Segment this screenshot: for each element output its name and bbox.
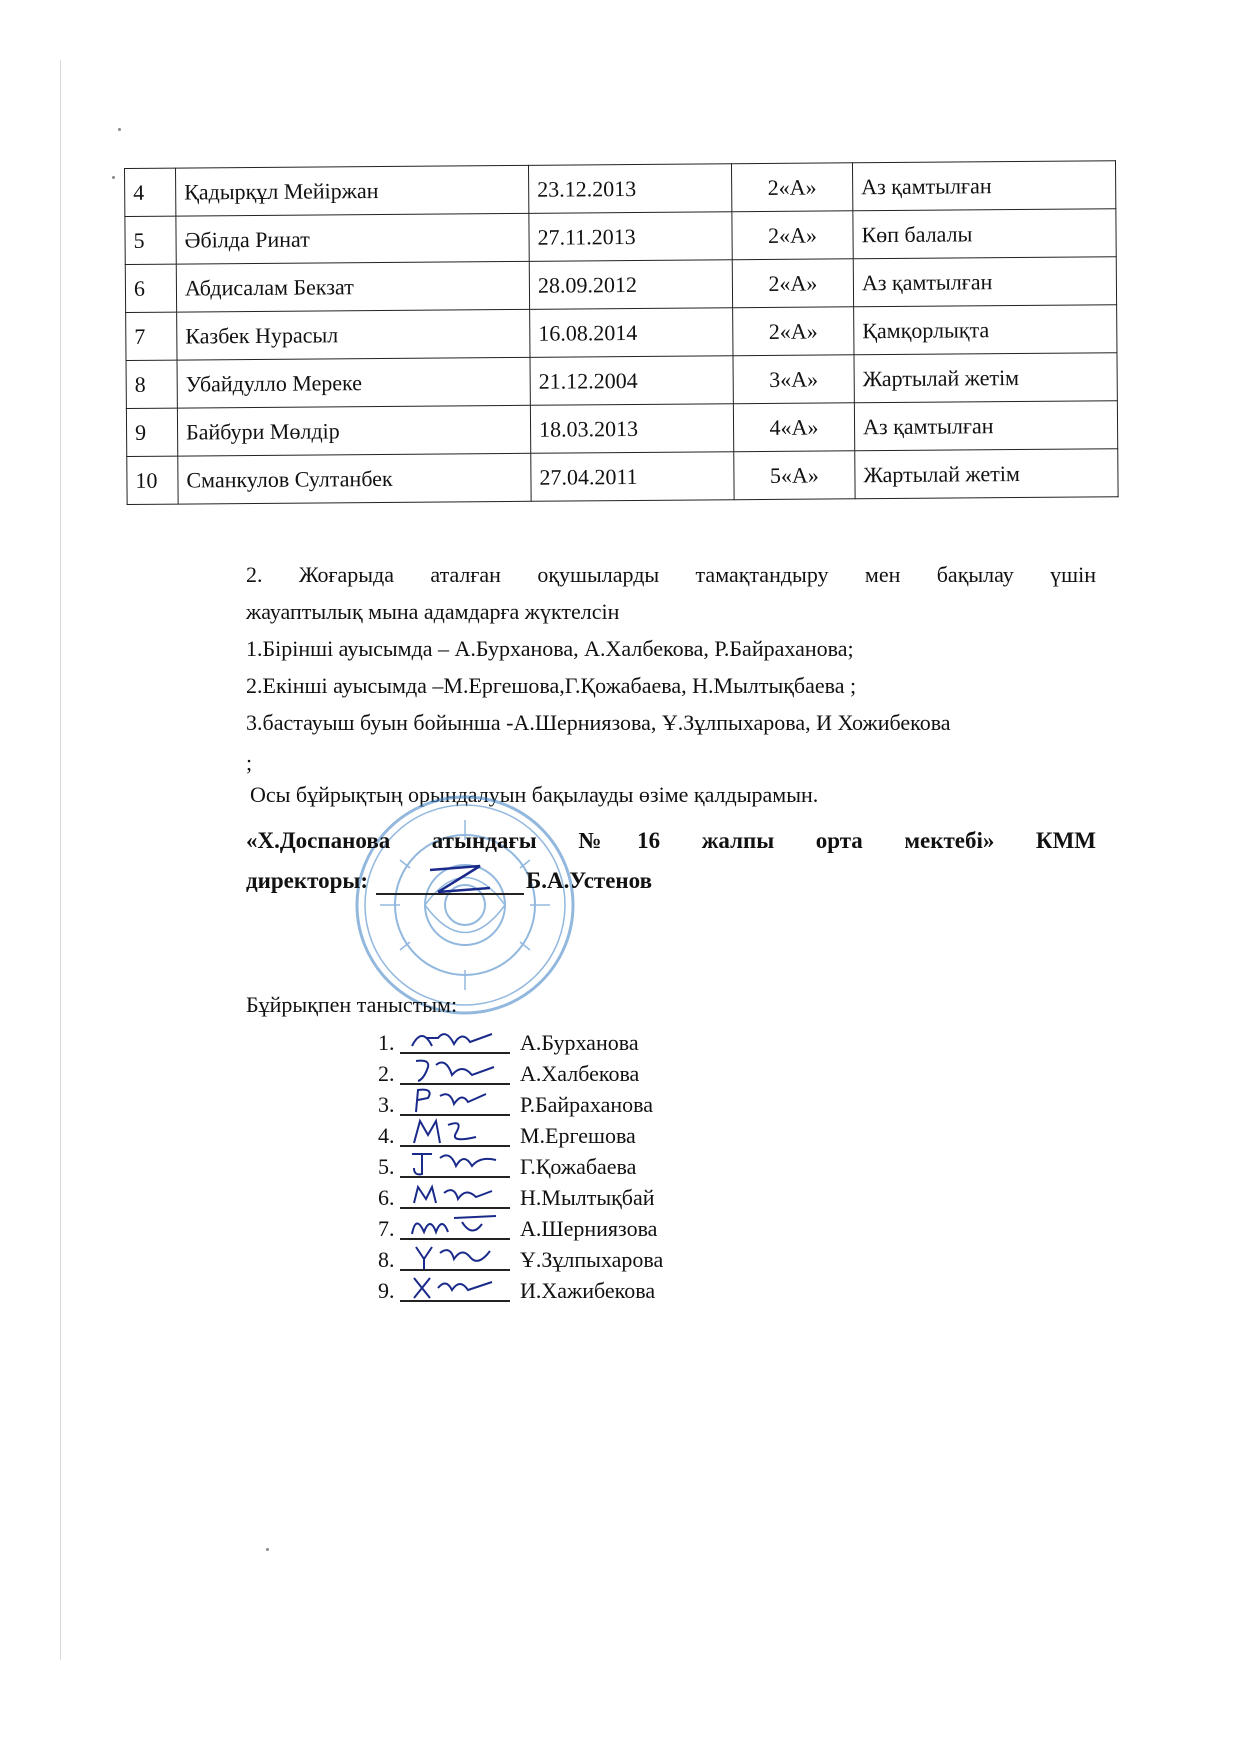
staff-name: А.Бурханова xyxy=(520,1030,639,1055)
table-row xyxy=(126,401,1117,457)
birth-date: 27.11.2013 xyxy=(529,212,732,262)
class-name: 2«А» xyxy=(731,163,852,212)
students-table xyxy=(124,160,1119,505)
scan-edge xyxy=(60,60,61,1660)
director-signature-icon xyxy=(420,858,510,898)
class-name: 2«А» xyxy=(732,259,853,308)
table-row xyxy=(127,449,1118,505)
scan-speck xyxy=(266,1548,269,1551)
item-number: 3. xyxy=(378,1092,395,1117)
row-number: 5 xyxy=(125,216,176,264)
birth-date: 23.12.2013 xyxy=(528,164,731,214)
primary-responsibles: 3.бастауыш буын бойынша -А.Шерниязова, Ұ.Зұлпыхарова, И Хожибекова xyxy=(246,710,951,735)
item-number: 7. xyxy=(378,1216,395,1241)
class-name: 5«А» xyxy=(734,451,855,500)
item-number: 5. xyxy=(378,1154,395,1179)
class-name: 4«А» xyxy=(733,403,854,452)
staff-name: А.Шерниязова xyxy=(520,1216,658,1241)
class-name: 3«А» xyxy=(733,355,854,404)
acknowledgement-title: Бұйрықпен таныстым: xyxy=(246,992,458,1017)
table-row xyxy=(125,257,1116,313)
student-name: Әбілда Ринат xyxy=(176,213,529,264)
class-name: 2«А» xyxy=(732,211,853,260)
handwritten-signature-icon xyxy=(406,1239,506,1273)
staff-name: Ұ.Зұлпыхарова xyxy=(520,1247,664,1272)
handwritten-signature-icon xyxy=(406,1053,506,1087)
director-label: директоры: xyxy=(246,868,369,893)
row-number: 9 xyxy=(126,408,177,456)
row-number: 4 xyxy=(125,168,176,216)
birth-date: 16.08.2014 xyxy=(530,308,733,358)
control-statement: Осы бұйрықтың орындалуын бақылауды өзіме қалдырамын. xyxy=(250,782,819,807)
handwritten-signature-icon xyxy=(406,1177,506,1211)
family-status: Қамқорлықта xyxy=(854,305,1117,355)
table-row xyxy=(126,305,1117,361)
family-status: Аз қамтылған xyxy=(853,257,1116,307)
birth-date: 27.04.2011 xyxy=(531,452,734,502)
item-number: 2. xyxy=(378,1061,395,1086)
handwritten-signature-icon xyxy=(406,1084,506,1118)
birth-date: 21.12.2004 xyxy=(530,356,733,406)
primary-responsibles-end: ; xyxy=(246,750,253,775)
scan-speck xyxy=(112,176,115,179)
staff-name: Г.Қожабаева xyxy=(520,1154,637,1179)
student-name: Сманкулов Султанбек xyxy=(178,453,531,504)
handwritten-signature-icon xyxy=(406,1022,506,1056)
student-name: Абдисалам Бекзат xyxy=(176,261,529,312)
student-name: Убайдулло Мереке xyxy=(177,357,530,408)
school-stamp-icon xyxy=(350,790,580,1020)
birth-date: 18.03.2013 xyxy=(530,404,733,454)
class-name: 2«А» xyxy=(733,307,854,356)
scan-speck xyxy=(118,128,121,131)
table-row xyxy=(125,209,1116,265)
director-name: Б.А.Устенов xyxy=(526,868,653,893)
staff-name: М.Ергешова xyxy=(520,1123,636,1148)
row-number: 10 xyxy=(127,456,178,504)
paragraph-2-line-2: жауаптылық мына адамдарға жүктелсін xyxy=(246,599,620,624)
item-number: 8. xyxy=(378,1247,395,1272)
student-name: Казбек Нурасыл xyxy=(177,309,530,360)
acknowledgement-item xyxy=(378,1278,778,1308)
family-status: Жартылай жетім xyxy=(855,449,1118,499)
handwritten-signature-icon xyxy=(406,1208,506,1242)
paragraph-2-line-1: 2. Жоғарыда аталған оқушыларды тамақтандыру мен бақылау үшін xyxy=(246,562,1096,587)
birth-date: 28.09.2012 xyxy=(529,260,732,310)
table-row xyxy=(126,353,1117,409)
row-number: 6 xyxy=(125,264,176,312)
row-number: 8 xyxy=(126,360,177,408)
item-number: 9. xyxy=(378,1278,395,1303)
shift-2-responsibles: 2.Екінші ауысымда –М.Ергешова,Г.Қожабаева, Н.Мылтықбаева ; xyxy=(246,673,857,698)
handwritten-signature-icon xyxy=(406,1146,506,1180)
student-name: Қадырқұл Мейіржан xyxy=(176,165,529,216)
family-status: Аз қамтылған xyxy=(854,401,1117,451)
handwritten-signature-icon xyxy=(406,1115,506,1149)
item-number: 1. xyxy=(378,1030,395,1055)
row-number: 7 xyxy=(126,312,177,360)
school-name: «Х.Доспанова атындағы №16 жалпы орта мектебі» КММ xyxy=(246,828,1096,853)
staff-name: Р.Байраханова xyxy=(520,1092,654,1117)
family-status: Жартылай жетім xyxy=(854,353,1117,403)
staff-name: А.Халбекова xyxy=(520,1061,640,1086)
staff-name: Н.Мылтықбай xyxy=(520,1185,655,1210)
staff-name: И.Хажибекова xyxy=(520,1278,656,1303)
handwritten-signature-icon xyxy=(406,1270,506,1304)
item-number: 4. xyxy=(378,1123,395,1148)
family-status: Аз қамтылған xyxy=(852,161,1115,211)
family-status: Көп балалы xyxy=(853,209,1116,259)
shift-1-responsibles: 1.Бірінші ауысымда – А.Бурханова, А.Халбекова, Р.Байраханова; xyxy=(246,636,854,661)
student-name: Байбури Мөлдір xyxy=(177,405,530,456)
table-row xyxy=(125,161,1116,217)
item-number: 6. xyxy=(378,1185,395,1210)
